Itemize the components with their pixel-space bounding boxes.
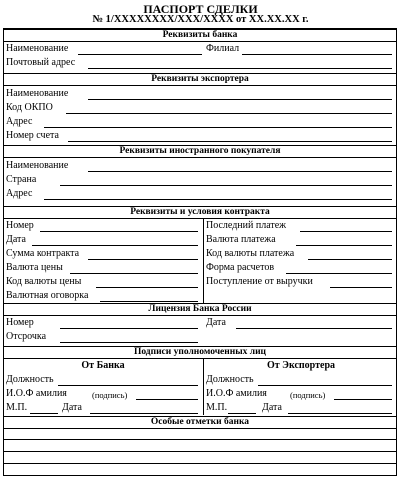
exporter-okpo-label: Код ОКПО	[6, 102, 53, 113]
payment-currency-label: Валюта платежа	[206, 234, 276, 245]
payment-currency-code-label: Код валюты платежа	[206, 248, 295, 259]
notes-line-2[interactable]	[4, 451, 396, 452]
exporter-mp-label: М.П.	[206, 402, 228, 413]
bank-section-header: Реквизиты банка	[4, 29, 396, 42]
buyer-name-label: Наименование	[6, 160, 69, 171]
exporter-name-label: Наименование	[6, 88, 69, 99]
exporter-fio-label: И.О.Ф амилия	[206, 388, 267, 399]
contract-sum-label: Сумма контракта	[6, 248, 80, 259]
license-section-header: Лицензия Банка России	[4, 303, 396, 316]
bank-mp-label: М.П.	[6, 402, 28, 413]
bank-date-label: Дата	[62, 402, 82, 413]
contract-date-label: Дата	[6, 234, 26, 245]
license-number-field[interactable]	[60, 328, 198, 329]
bank-name-label: Наименование	[6, 43, 69, 54]
bank-branch-label: Филиал	[206, 43, 240, 54]
bank-name-field[interactable]	[78, 54, 202, 55]
last-payment-field[interactable]	[300, 231, 392, 232]
buyer-country-field[interactable]	[60, 185, 392, 186]
bank-fio-label: И.О.Ф амилия	[6, 388, 67, 399]
license-number-label: Номер	[6, 317, 34, 328]
price-currency-label: Валюта цены	[6, 262, 63, 273]
buyer-country-label: Страна	[6, 174, 37, 185]
contract-sum-field[interactable]	[88, 259, 198, 260]
bank-position-label: Должность	[6, 374, 54, 385]
exporter-account-field[interactable]	[68, 141, 392, 142]
buyer-address-field[interactable]	[44, 199, 392, 200]
exporter-address-field[interactable]	[44, 127, 392, 128]
bank-signature-label: (подпись)	[92, 390, 128, 400]
payment-form-field[interactable]	[286, 273, 392, 274]
exporter-signature-label: (подпись)	[290, 390, 326, 400]
contract-date-field[interactable]	[32, 245, 198, 246]
exporter-okpo-field[interactable]	[66, 113, 392, 114]
bank-mp-field[interactable]	[30, 413, 58, 414]
license-date-label: Дата	[206, 317, 226, 328]
notes-line-3[interactable]	[4, 463, 396, 464]
exporter-account-label: Номер счета	[6, 130, 59, 141]
payment-currency-field[interactable]	[296, 245, 392, 246]
document-title: ПАСПОРТ СДЕЛКИ	[143, 2, 258, 16]
contract-number-label: Номер	[6, 220, 34, 231]
payment-currency-code-field[interactable]	[308, 259, 392, 260]
buyer-name-field[interactable]	[88, 171, 392, 172]
exporter-address-label: Адрес	[6, 116, 33, 127]
buyer-address-label: Адрес	[6, 188, 33, 199]
deferral-label: Отсрочка	[6, 331, 47, 342]
exporter-signature-field[interactable]	[334, 399, 392, 400]
price-currency-field[interactable]	[70, 273, 198, 274]
exporter-date-field[interactable]	[288, 413, 392, 414]
exporter-position-field[interactable]	[258, 385, 392, 386]
bank-branch-field[interactable]	[242, 54, 392, 55]
price-currency-code-field[interactable]	[96, 287, 198, 288]
document-number: № 1/XXXXXXXX/XXX/XXXX от XX.XX.XX г.	[92, 14, 309, 25]
bank-postal-field[interactable]	[88, 68, 392, 69]
from-exporter-heading: От Экспортера	[266, 360, 336, 371]
exporter-section-header: Реквизиты экспортера	[4, 73, 396, 86]
bank-position-field[interactable]	[58, 385, 198, 386]
from-bank-heading: От Банка	[81, 360, 125, 371]
currency-clause-field[interactable]	[100, 301, 198, 302]
notes-line-1[interactable]	[4, 439, 396, 440]
bank-signature-field[interactable]	[136, 399, 198, 400]
license-date-field[interactable]	[236, 328, 392, 329]
payment-form-label: Форма расчетов	[206, 262, 275, 273]
exporter-mp-field[interactable]	[228, 413, 256, 414]
exporter-position-label: Должность	[206, 374, 254, 385]
exporter-name-field[interactable]	[88, 99, 392, 100]
currency-clause-label: Валютная оговорка	[6, 290, 89, 301]
buyer-section-header: Реквизиты иностранного покупателя	[4, 145, 396, 158]
notes-section-header: Особые отметки банка	[4, 416, 396, 429]
signatures-section-header: Подписи уполномоченных лиц	[4, 346, 396, 359]
bank-postal-label: Почтовый адрес	[6, 57, 76, 68]
bank-date-field[interactable]	[90, 413, 198, 414]
contract-section-header: Реквизиты и условия контракта	[4, 206, 396, 219]
proceeds-label: Поступление от выручки	[206, 276, 313, 287]
proceeds-field[interactable]	[330, 287, 392, 288]
price-currency-code-label: Код валюты цены	[6, 276, 82, 287]
last-payment-label: Последний платеж	[206, 220, 287, 231]
deferral-field[interactable]	[60, 342, 198, 343]
signatures-column-divider	[203, 359, 204, 415]
exporter-date-label: Дата	[262, 402, 282, 413]
contract-column-divider	[203, 219, 204, 303]
contract-number-field[interactable]	[40, 231, 198, 232]
